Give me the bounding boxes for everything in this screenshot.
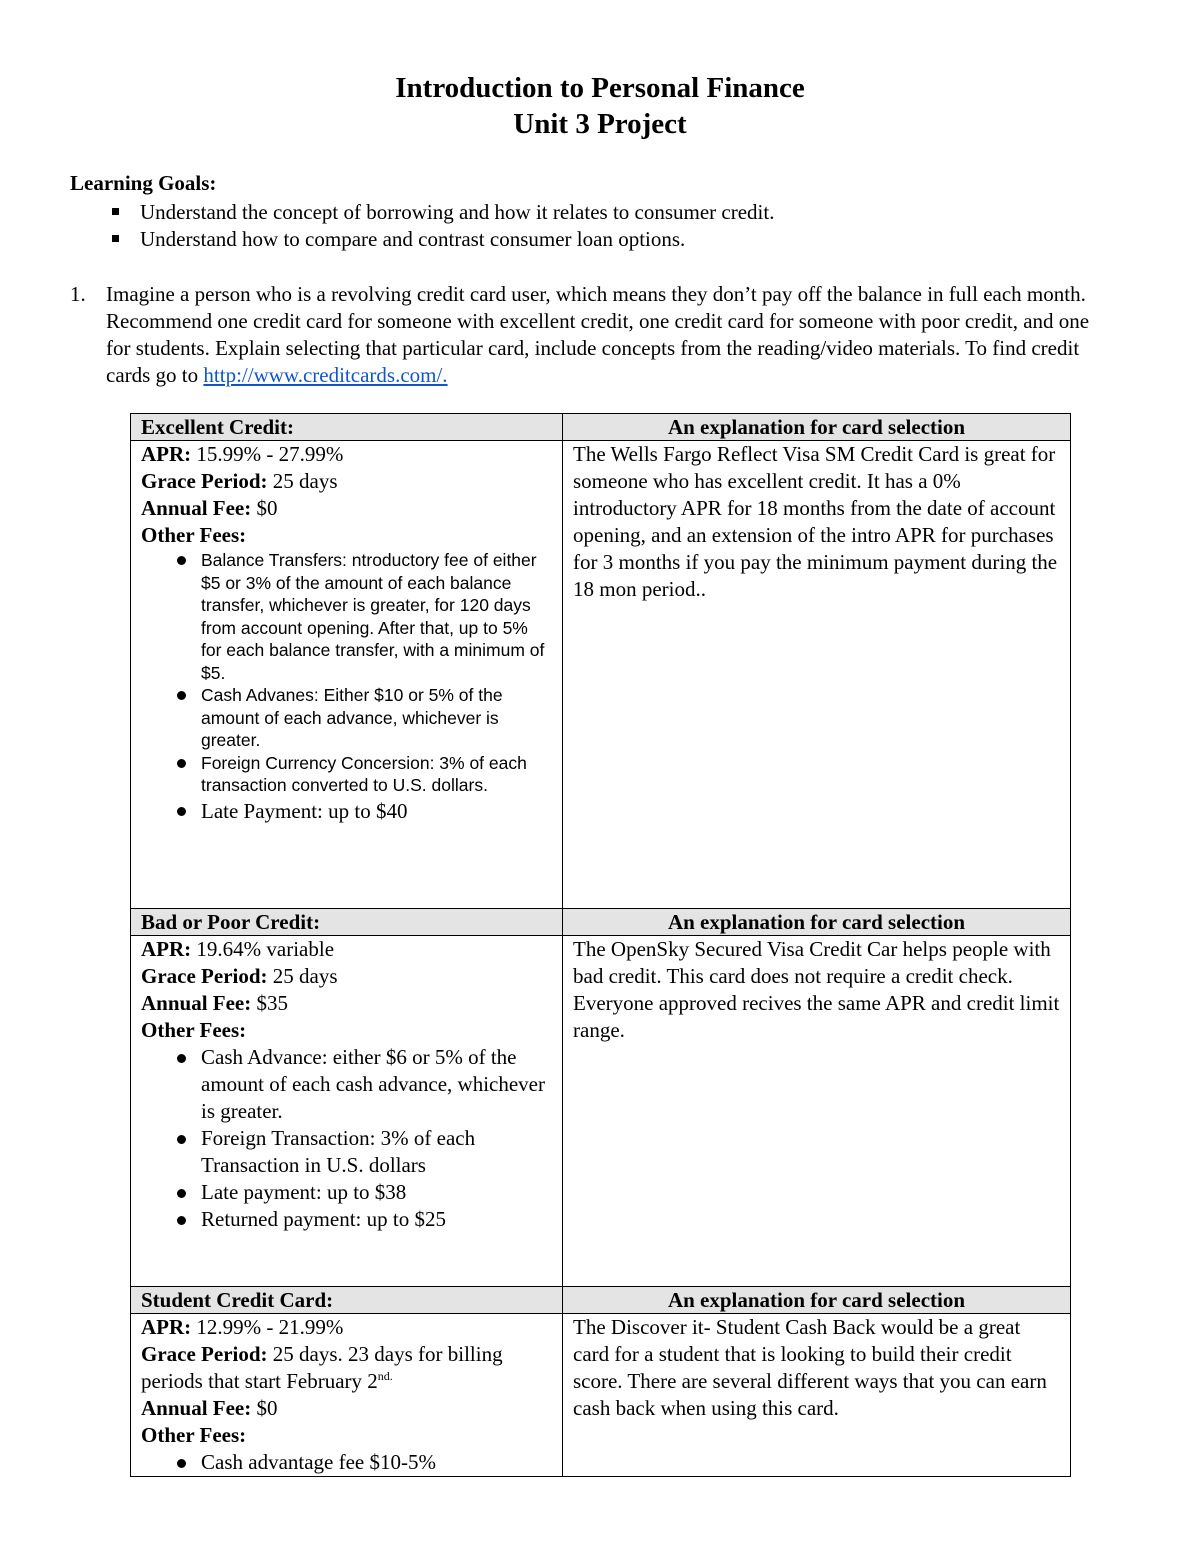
excellent-fees-list (141, 549, 552, 825)
explanation-header: An explanation for card selection (563, 1287, 1071, 1314)
bullet-icon (177, 1459, 186, 1468)
poor-annual-fee: $35 (256, 991, 288, 1015)
excellent-card-details: APR: 15.99% - 27.99% Grace Period: 25 days Annual Fee: $0 Other Fees: Balance Transfers: ntroductory fee of either $5 or 3% of the amount of each balance transfer, whichever is greater, for 120 days from account opening. After that, up to 5% for each balance transfer, with a minimum of $5. Cash Advanes: Either $10 or 5% of the amount of each advance, whichever is greater. Foreign Currency Concersion: 3% of each transaction converted to U.S. dollars. Late Payment: up to $40 (131, 441, 563, 909)
bullet-icon (177, 691, 186, 700)
poor-card-details: APR: 19.64% variable Grace Period: 25 days Annual Fee: $35 Other Fees: Cash Advance: either $6 or 5% of the amount of each cash advance, whichever is greater. Foreign Transaction: 3% of each Transaction in U.S. dollars Late payment: up to $38 Returned payment: up to $25 (131, 936, 563, 1287)
bullet-icon (177, 1135, 186, 1144)
explanation-header: An explanation for card selection (563, 414, 1071, 441)
square-bullet-icon (112, 208, 119, 215)
learning-goal-item: Understand how to compare and contrast consumer loan options. (70, 226, 774, 253)
table-header-row (131, 1287, 1071, 1314)
student-card-row (131, 1314, 1071, 1477)
learning-goals-heading: Learning Goals: (70, 171, 217, 195)
bullet-icon (177, 556, 186, 565)
poor-credit-header: Bad or Poor Credit: (131, 909, 563, 936)
fee-item: Late Payment: up to $40 (141, 797, 552, 825)
table-header-row (131, 909, 1071, 936)
poor-apr: 19.64% variable (196, 937, 335, 961)
poor-credit-row (131, 936, 1071, 1287)
bullet-icon (177, 1189, 186, 1198)
question-1 (70, 281, 1100, 389)
credit-card-table (130, 413, 1071, 1477)
student-fees-list (141, 1449, 552, 1476)
excellent-apr: 15.99% - 27.99% (196, 442, 344, 466)
excellent-annual-fee: $0 (256, 496, 278, 520)
poor-explanation: The OpenSky Secured Visa Credit Car helps people with bad credit. This card does not require a credit check. Everyone approved recives the same APR and credit limit range. (563, 936, 1071, 1287)
fee-item: Foreign Currency Concersion: 3% of each transaction converted to U.S. dollars. (141, 752, 552, 797)
student-apr: 12.99% - 21.99% (196, 1315, 344, 1339)
bullet-icon (177, 759, 186, 768)
excellent-grace-period: 25 days (272, 469, 338, 493)
superscript: nd. (377, 1369, 393, 1383)
student-card-details: APR: 12.99% - 21.99% Grace Period: 25 days. 23 days for billing periods that start February $2^{nd.}$ Annual Fee: $0 Other Fees: Cash advantage fee $10-5% (131, 1314, 563, 1477)
document-title: Introduction to Personal Finance (395, 72, 805, 104)
student-explanation: The Discover it- Student Cash Back would be a great card for a student that is looking to build their credit score. There are several different ways that you can earn cash back when using this card. (563, 1314, 1071, 1477)
poor-fees-list (141, 1044, 552, 1233)
fee-item: Cash advantage fee $10-5% (141, 1449, 552, 1476)
question-text: Imagine a person who is a revolving credit card user, which means they don’t pay off the balance in full each month. Recommend one credit card for someone with excellent credit, one credit card for someone with poor credit, and one for students. Explain selecting that particular card, include concepts from the reading/video materials. To find credit cards go to (106, 282, 1090, 387)
square-bullet-icon (112, 235, 119, 242)
table-header-row (131, 414, 1071, 441)
bullet-icon (177, 1216, 186, 1225)
learning-goals-list (70, 199, 774, 253)
student-grace-period: 25 days. 23 days for billing periods that start February 2 (141, 1342, 503, 1393)
fee-item: Returned payment: up to $25 (141, 1206, 552, 1233)
student-annual-fee: $0 (256, 1396, 278, 1420)
fee-item: Cash Advanes: Either $10 or 5% of the amount of each advance, whichever is greater. (141, 684, 552, 752)
creditcards-link[interactable]: http://www.creditcards.com/. (203, 363, 448, 387)
fee-item: Balance Transfers: ntroductory fee of either $5 or 3% of the amount of each balance transfer, whichever is greater, for 120 days from account opening. After that, up to 5% for each balance transfer, with a minimum of $5. (141, 549, 552, 684)
explanation-header: An explanation for card selection (563, 909, 1071, 936)
bullet-icon (177, 1054, 186, 1063)
learning-goal-item: Understand the concept of borrowing and how it relates to consumer credit. (70, 199, 774, 226)
question-number: 1. (70, 282, 86, 306)
excellent-credit-header: Excellent Credit: (131, 414, 563, 441)
excellent-explanation: The Wells Fargo Reflect Visa SM Credit Card is great for someone who has excellent credit. It has a 0% introductory APR for 18 months from the date of account opening, and an extension of the intro APR for purchases for 3 months if you pay the minimum payment during the 18 mon period.. (563, 441, 1071, 909)
student-card-header: Student Credit Card: (131, 1287, 563, 1314)
fee-item: Foreign Transaction: 3% of each Transaction in U.S. dollars (141, 1125, 552, 1179)
excellent-credit-row (131, 441, 1071, 909)
fee-item: Late payment: up to $38 (141, 1179, 552, 1206)
document-subtitle: Unit 3 Project (513, 108, 687, 140)
bullet-icon (177, 807, 186, 816)
fee-item: Cash Advance: either $6 or 5% of the amount of each cash advance, whichever is greater. (141, 1044, 552, 1125)
poor-grace-period: 25 days (272, 964, 338, 988)
